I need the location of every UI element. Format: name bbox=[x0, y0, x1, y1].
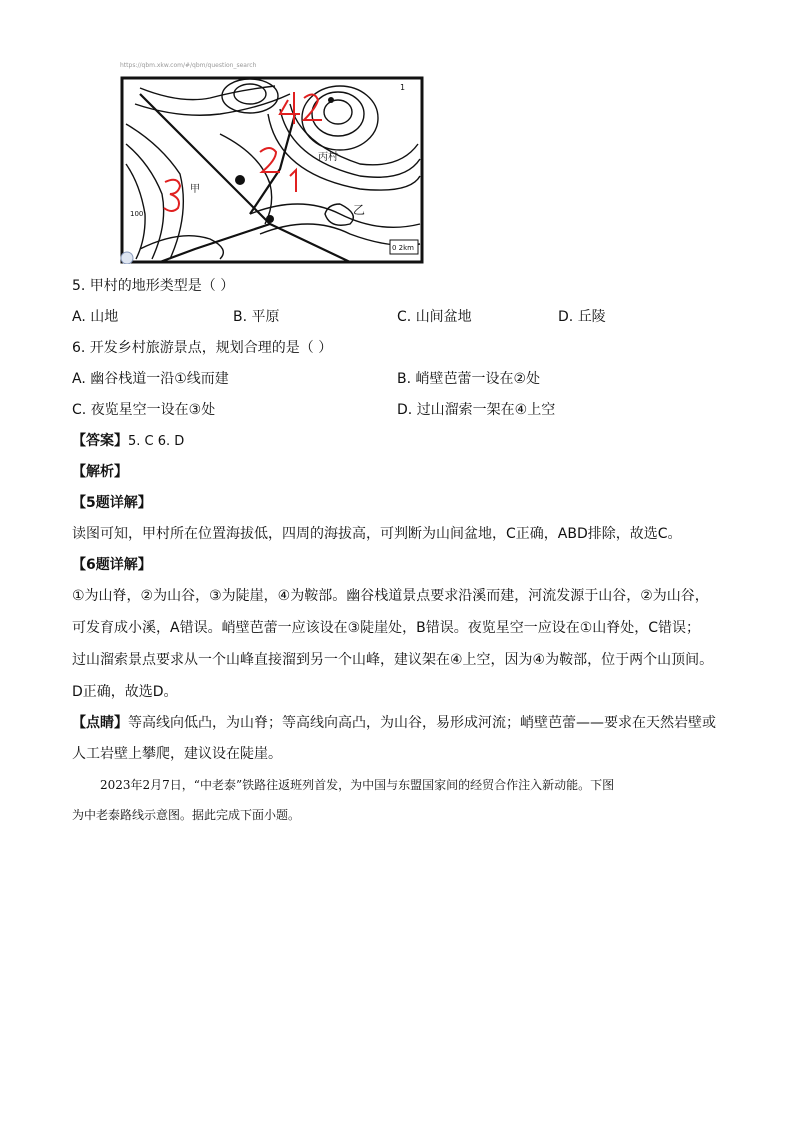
option-text: 丘陵 bbox=[577, 309, 606, 325]
detail6-line: 过山溜索景点要求从一个山峰直接溜到另一个山峰，建议架在④上空，因为④为鞍部，位于两个山顶间。 bbox=[72, 652, 714, 668]
q5-option-a bbox=[72, 307, 118, 327]
q5-option-c bbox=[397, 307, 472, 327]
option-letter: C. bbox=[397, 309, 412, 325]
detail6-heading: 【6题详解】 bbox=[72, 557, 152, 573]
intro-line2: 为中老泰路线示意图。据此完成下面小题。 bbox=[72, 808, 301, 822]
q6-option-d bbox=[397, 400, 555, 420]
q5-option-b bbox=[233, 307, 280, 327]
scale-label: 0 2km bbox=[392, 244, 415, 252]
option-text: 夜览星空一设在③处 bbox=[90, 402, 216, 418]
tip-line1 bbox=[72, 713, 716, 733]
village-label-yi: 乙 bbox=[353, 203, 366, 217]
option-letter: C. bbox=[72, 402, 87, 418]
detail5-heading: 【5题详解】 bbox=[72, 495, 152, 511]
option-letter: D. bbox=[397, 402, 413, 418]
analysis-label: 【解析】 bbox=[72, 464, 128, 480]
detail6-line: 可发育成小溪，A错误。峭壁芭蕾一应该设在③陡崖处，B错误。夜览星空一应设在①山脊处，C错误； bbox=[72, 620, 701, 636]
detail6-line: D正确，故选D。 bbox=[72, 684, 178, 700]
option-letter: B. bbox=[233, 309, 248, 325]
tip-line2: 人工岩壁上攀爬，建议设在陡崖。 bbox=[72, 746, 282, 762]
option-text: 山地 bbox=[90, 309, 119, 325]
tip-text: 等高线向低凸，为山脊；等高线向高凸，为山谷，易形成河流；峭壁芭蕾——要求在天然岩壁或 bbox=[128, 715, 716, 731]
answer-text: 5. C 6. D bbox=[128, 434, 185, 449]
answer-label: 【答案】 bbox=[72, 433, 128, 449]
map-source-url: https://qbm.xkw.com/#/qbm/question_search bbox=[120, 62, 257, 69]
q6-option-c bbox=[72, 400, 215, 420]
village-label-bing: 丙村 bbox=[318, 152, 338, 163]
elevation-label-left: 100 bbox=[130, 210, 144, 218]
answer-line bbox=[72, 431, 184, 452]
q6-stem: 6. 开发乡村旅游景点，规划合理的是（ ） bbox=[72, 340, 333, 356]
q5-stem: 5. 甲村的地形类型是（ ） bbox=[72, 278, 235, 294]
q6-option-b bbox=[397, 369, 540, 389]
option-text: 过山溜索一架在④上空 bbox=[416, 402, 556, 418]
option-letter: B. bbox=[397, 371, 412, 387]
q6-option-a bbox=[72, 369, 229, 389]
village-marker bbox=[235, 175, 245, 185]
option-letter: A. bbox=[72, 371, 86, 387]
village-label-jia: 甲 bbox=[190, 184, 200, 195]
option-letter: A. bbox=[72, 309, 86, 325]
contour-map bbox=[100, 64, 451, 264]
detail6-line: ①为山脊，②为山谷，③为陡崖，④为鞍部。幽谷栈道景点要求沿溪而建，河流发源于山谷，②为山谷， bbox=[72, 588, 709, 604]
option-text: 平原 bbox=[251, 309, 280, 325]
option-text: 幽谷栈道一沿①线而建 bbox=[90, 371, 229, 387]
q5-option-d bbox=[558, 307, 606, 327]
tip-label: 【点睛】 bbox=[72, 715, 128, 731]
option-text: 山间盆地 bbox=[415, 309, 472, 325]
intro-line1: 2023年2月7日，“中老泰”铁路往返班列首发，为中国与东盟国家间的经贸合作注入新动能。下图 bbox=[100, 778, 615, 792]
option-text: 峭壁芭蕾一设在②处 bbox=[415, 371, 541, 387]
option-letter: D. bbox=[558, 309, 574, 325]
detail5-text: 读图可知，甲村所在位置海拔低，四周的海拔高，可判断为山间盆地，C正确，ABD排除，故选C。 bbox=[72, 526, 682, 542]
north-arrow-label: 1 bbox=[400, 83, 406, 92]
